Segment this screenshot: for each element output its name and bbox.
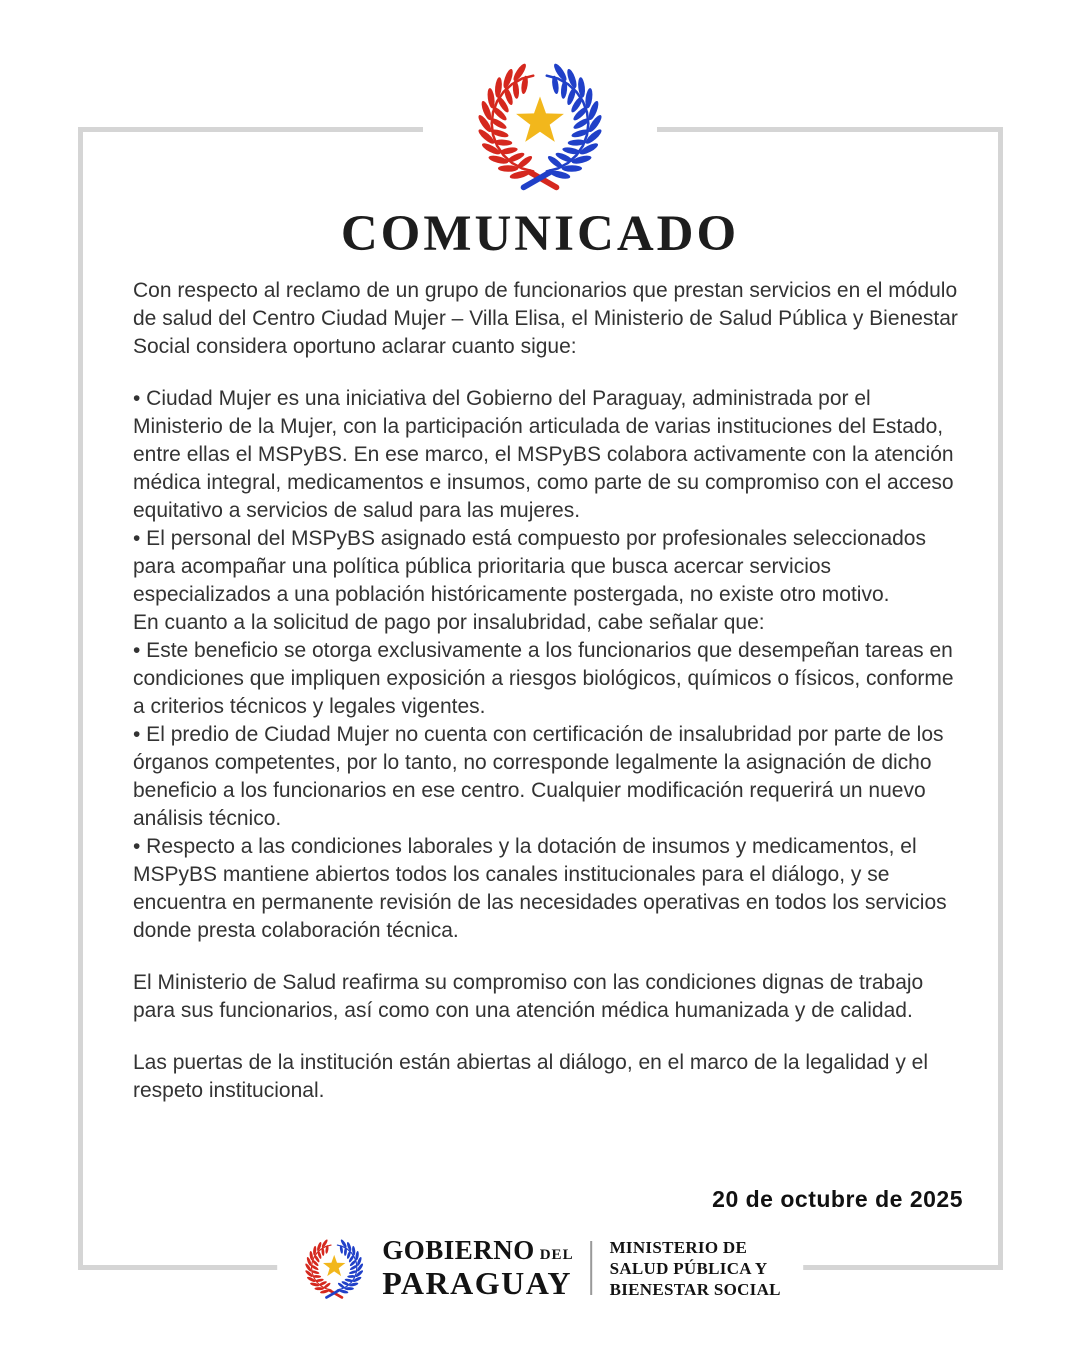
cierre-paragraph: Las puertas de la institución están abiertas al diálogo, en el marco de la legalidad y el respeto institucional. — [133, 1051, 928, 1102]
del-word: DEL — [539, 1247, 574, 1263]
bullet-ciudad-mujer: • Ciudad Mujer es una iniciativa del Gobierno del Paraguay, administrada por el Ministerio de la Mujer, con la participación articulada de varias instituciones del Estado, entre ellas el MSPyBS. En ese marco, el MSPyBS colabora activamente con la atención médica integral, medicamentos e insumos, como parte de su compromiso con el acceso equitativo a servicios de salud para las mujeres. — [133, 387, 954, 522]
government-footer-lockup — [277, 1232, 803, 1304]
paraguay-national-emblem — [423, 52, 657, 197]
ministry-line-3: BIENESTAR SOCIAL — [609, 1279, 781, 1299]
insalubridad-intro: En cuanto a la solicitud de pago por insalubridad, cabe señalar que: — [133, 611, 765, 634]
ministry-name — [610, 1237, 781, 1300]
intro-paragraph: Con respecto al reclamo de un grupo de funcionarios que prestan servicios en el módulo de salud del Centro Ciudad Mujer – Villa Elisa, el Ministerio de Salud Pública y Bienestar Social considera oportuno aclarar cuanto sigue: — [133, 279, 958, 358]
bullet-personal: • El personal del MSPyBS asignado está compuesto por profesionales seleccionados para acompañar una política pública prioritaria que busca acercar servicios especializados a una población históricamente postergada, no existe otro motivo. — [133, 527, 926, 606]
bullet-predio: • El predio de Ciudad Mujer no cuenta con certificación de insalubridad por parte de los órganos competentes, por lo tanto, no corresponde legalmente la asignación de dicho beneficio a los funcionarios en ese centro. Cualquier modificación requerirá un nuevo análisis técnico. — [133, 723, 944, 830]
ministry-line-1: MINISTERIO DE — [609, 1237, 748, 1257]
statement-date: 20 de octubre de 2025 — [712, 1186, 963, 1212]
compromiso-paragraph: El Ministerio de Salud reafirma su compromiso con las condiciones dignas de trabajo para sus funcionarios, así como con una atención médica humanizada y de calidad. — [133, 971, 924, 1022]
ministry-line-2: SALUD PÚBLICA Y — [609, 1258, 768, 1278]
paraguay-word: PARAGUAY — [382, 1265, 572, 1301]
bullet-beneficio: • Este beneficio se otorga exclusivamente a los funcionarios que desempeñan tareas en condiciones que impliquen exposición a riesgos biológicos, químicos o físicos, conforme a criterios técnicos y legales vigentes. — [133, 639, 954, 718]
footer-divider — [591, 1241, 593, 1295]
gobierno-word: GOBIERNO — [382, 1235, 535, 1265]
bullet-condiciones: • Respecto a las condiciones laborales y la dotación de insumos y medicamentos, el MSPyBS mantiene abiertos todos los canales institucionales para el diálogo, y se encuentra en permanente revisión de las necesidades operativas en todos los servicios donde presta colaboración técnica. — [133, 835, 947, 942]
gobierno-del-paraguay-wordmark — [382, 1235, 574, 1301]
laurel-wreath-star-icon-small — [299, 1234, 369, 1302]
statement-body — [133, 277, 963, 1105]
laurel-wreath-star-icon — [465, 52, 615, 197]
page-title: COMUNICADO — [340, 206, 740, 262]
